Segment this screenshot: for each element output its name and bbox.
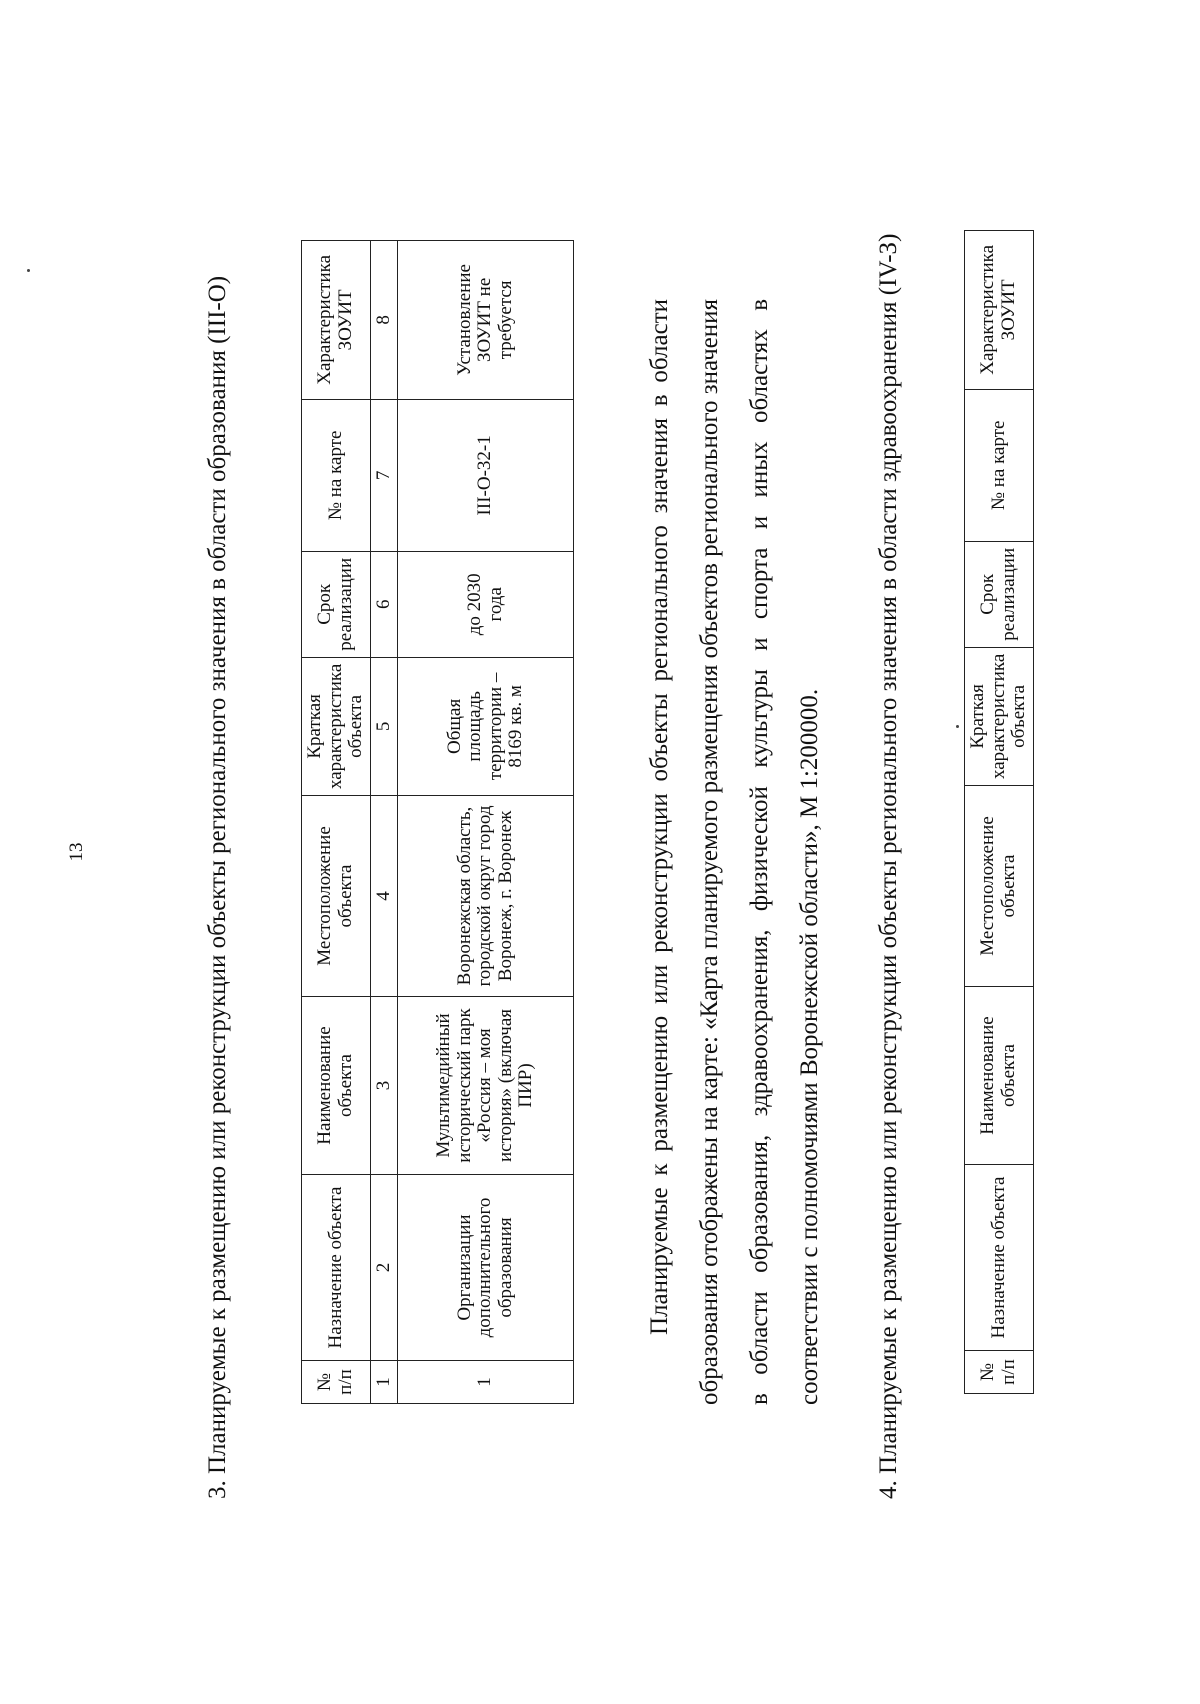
column-number: 2	[370, 1175, 398, 1361]
column-number: 3	[370, 997, 398, 1175]
table-cell: Организации дополнительного образования	[398, 1175, 574, 1361]
column-header: Наименование объекта	[302, 997, 371, 1175]
table-header-row	[302, 240, 371, 1403]
table-row	[398, 240, 574, 1403]
body-paragraph: Планируемые к размещению или реконструкции объекты регионального значения в области образования отображены на карте: «Карта планируемого размещения объектов регионального значения в области образования, здравоохранения, физической культуры и спорта и иных областях в соответствии с полномочиями Воронежской области», М 1:200000.	[646, 299, 823, 1405]
section-3-heading: 3. Планируемые к размещению или реконструкции объекты регионального значения в области образования (III-O)	[204, 275, 231, 1499]
column-number: 5	[370, 657, 398, 795]
column-header: Назначение объекта	[302, 1175, 371, 1361]
table-cell: до 2030 года	[398, 551, 574, 657]
column-header: Срок реализации	[302, 551, 371, 657]
column-header: № на карте	[302, 399, 371, 551]
table-cell: Установление ЗОУИТ не требуется	[398, 240, 574, 399]
column-header: Местоположение объекта	[965, 786, 1034, 987]
table-cell: 1	[398, 1361, 574, 1404]
column-header: Характеристика ЗОУИТ	[302, 240, 371, 399]
column-header: Краткая характеристика объекта	[302, 657, 371, 795]
page-number: 13	[66, 842, 87, 862]
column-number: 4	[370, 796, 398, 997]
section-4-heading: 4. Планируемые к размещению или реконструкции объекты регионального значения в области здравоохранения (IV-З)	[875, 233, 902, 1499]
section-4-table	[964, 230, 1034, 1394]
section-3-table	[301, 240, 574, 1404]
column-header: Назначение объекта	[965, 1165, 1034, 1351]
table-header-row	[965, 230, 1034, 1393]
table-cell: III-O-32-1	[398, 399, 574, 551]
table-cell: Мультимедийный исторический парк «Россия – моя история» (включая ПИР)	[398, 997, 574, 1175]
column-header: Характеристика ЗОУИТ	[965, 230, 1034, 389]
table-cell: Воронежская область, городской округ город Воронеж, г. Воронеж	[398, 796, 574, 997]
column-header: Местоположение объекта	[302, 796, 371, 997]
column-number: 7	[370, 399, 398, 551]
column-header: Срок реализации	[965, 541, 1034, 647]
column-number: 6	[370, 551, 398, 657]
column-number: 1	[370, 1361, 398, 1404]
column-header: № на карте	[965, 389, 1034, 541]
column-number: 8	[370, 240, 398, 399]
column-number-row	[370, 240, 398, 1403]
column-header: Краткая характеристика объекта	[965, 647, 1034, 785]
column-header: № п/п	[965, 1351, 1034, 1394]
scan-speck	[27, 269, 30, 272]
table-cell: Общая площадь территории – 8169 кв. м	[398, 657, 574, 795]
column-header: Наименование объекта	[965, 987, 1034, 1165]
scan-speck	[956, 725, 959, 728]
column-header: № п/п	[302, 1361, 371, 1404]
